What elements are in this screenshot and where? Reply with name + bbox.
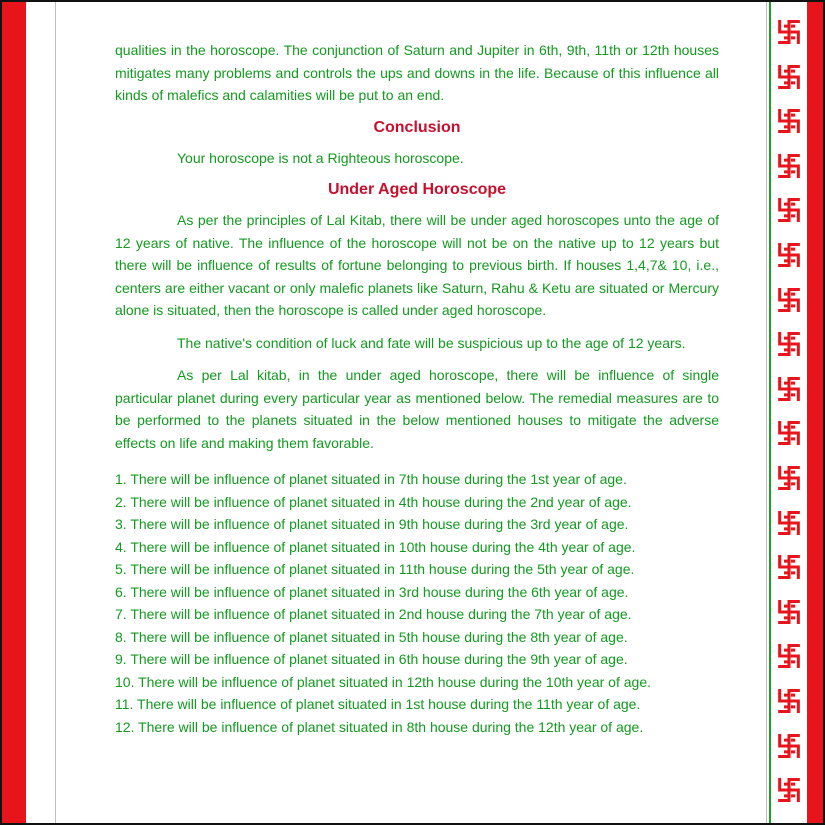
swastika-icon <box>775 63 803 91</box>
list-item: 5. There will be influence of planet situated in 11th house during the 5th year of age. <box>115 561 635 577</box>
list-item: 11. There will be influence of planet situated in 1st house during the 11th year of age. <box>115 696 641 712</box>
swastika-icon <box>775 196 803 224</box>
swastika-icon <box>775 687 803 715</box>
swastika-icon <box>775 375 803 403</box>
planet-influence-list <box>115 468 719 738</box>
swastika-icon <box>775 776 803 804</box>
left-red-border <box>2 2 26 823</box>
swastika-icon <box>775 642 803 670</box>
list-item: 1. There will be influence of planet situated in 7th house during the 1st year of age. <box>115 471 627 487</box>
list-item: 9. There will be influence of planet situated in 6th house during the 9th year of age. <box>115 651 628 667</box>
swastika-icon <box>775 152 803 180</box>
under-aged-paragraph-2: The native's condition of luck and fate will be suspicious up to the age of 12 years. <box>177 334 686 351</box>
list-item: 8. There will be influence of planet situated in 5th house during the 8th year of age. <box>115 628 628 645</box>
list-item: 6. There will be influence of planet situated in 3rd house during the 6th year of age. <box>115 583 629 600</box>
under-aged-paragraph-3: As per Lal kitab, in the under aged horoscope, there will be influence of single particular planet during every particular year as mentioned below. The remedial measures are to be performed to the planets situated in the below mentioned houses to mitigate the adverse effects on life and making them favorable. <box>115 367 719 451</box>
list-item: 4. There will be influence of planet situated in 10th house during the 4th year of age. <box>115 538 636 555</box>
under-aged-paragraph-1: As per the principles of Lal Kitab, there will be under aged horoscopes unto the age of 12 years of native. The influence of the horoscope will not be on the native up to 12 years but there will be influence of results of fortune belonging to previous birth. If houses 1,4,7& 10, i.e., centers are either vacant or only malefic planets like Saturn, Rahu & Ketu are situated or Mercury alone is situated, then the horoscope is called under aged horoscope. <box>115 212 719 318</box>
decorative-symbol-column <box>775 18 803 821</box>
list-item: 10. There will be influence of planet situated in 12th house during the 10th year of age. <box>115 673 651 690</box>
list-item: 3. There will be influence of planet situated in 9th house during the 3rd year of age. <box>115 516 629 532</box>
swastika-icon <box>775 330 803 358</box>
swastika-icon <box>775 598 803 626</box>
swastika-icon <box>775 241 803 269</box>
left-margin-rule <box>55 2 56 823</box>
conclusion-heading: Conclusion <box>373 118 461 136</box>
swastika-icon <box>775 286 803 314</box>
intro-paragraph: qualities in the horoscope. The conjunction of Saturn and Jupiter in 6th, 9th, 11th or 12th houses mitigates many problems and controls the ups and downs in the life. Because of this influence all kinds of malefics and calamities will be put to an end. <box>115 42 719 103</box>
right-green-rule <box>769 2 771 823</box>
right-margin-rule <box>766 2 767 823</box>
swastika-icon <box>775 464 803 492</box>
swastika-icon <box>775 509 803 537</box>
right-red-border <box>807 2 825 823</box>
list-item: 2. There will be influence of planet situated in 4th house during the 2nd year of age. <box>115 493 632 510</box>
swastika-icon <box>775 419 803 447</box>
under-aged-heading: Under Aged Horoscope <box>327 181 507 198</box>
swastika-icon <box>775 18 803 46</box>
swastika-icon <box>775 107 803 135</box>
swastika-icon <box>775 732 803 760</box>
list-item: 12. There will be influence of planet situated in 8th house during the 12th year of age. <box>115 718 644 735</box>
document-content <box>115 39 719 738</box>
conclusion-text: Your horoscope is not a Righteous horoscope. <box>177 149 464 166</box>
swastika-icon <box>775 553 803 581</box>
list-item: 7. There will be influence of planet situated in 2nd house during the 7th year of age. <box>115 606 632 622</box>
